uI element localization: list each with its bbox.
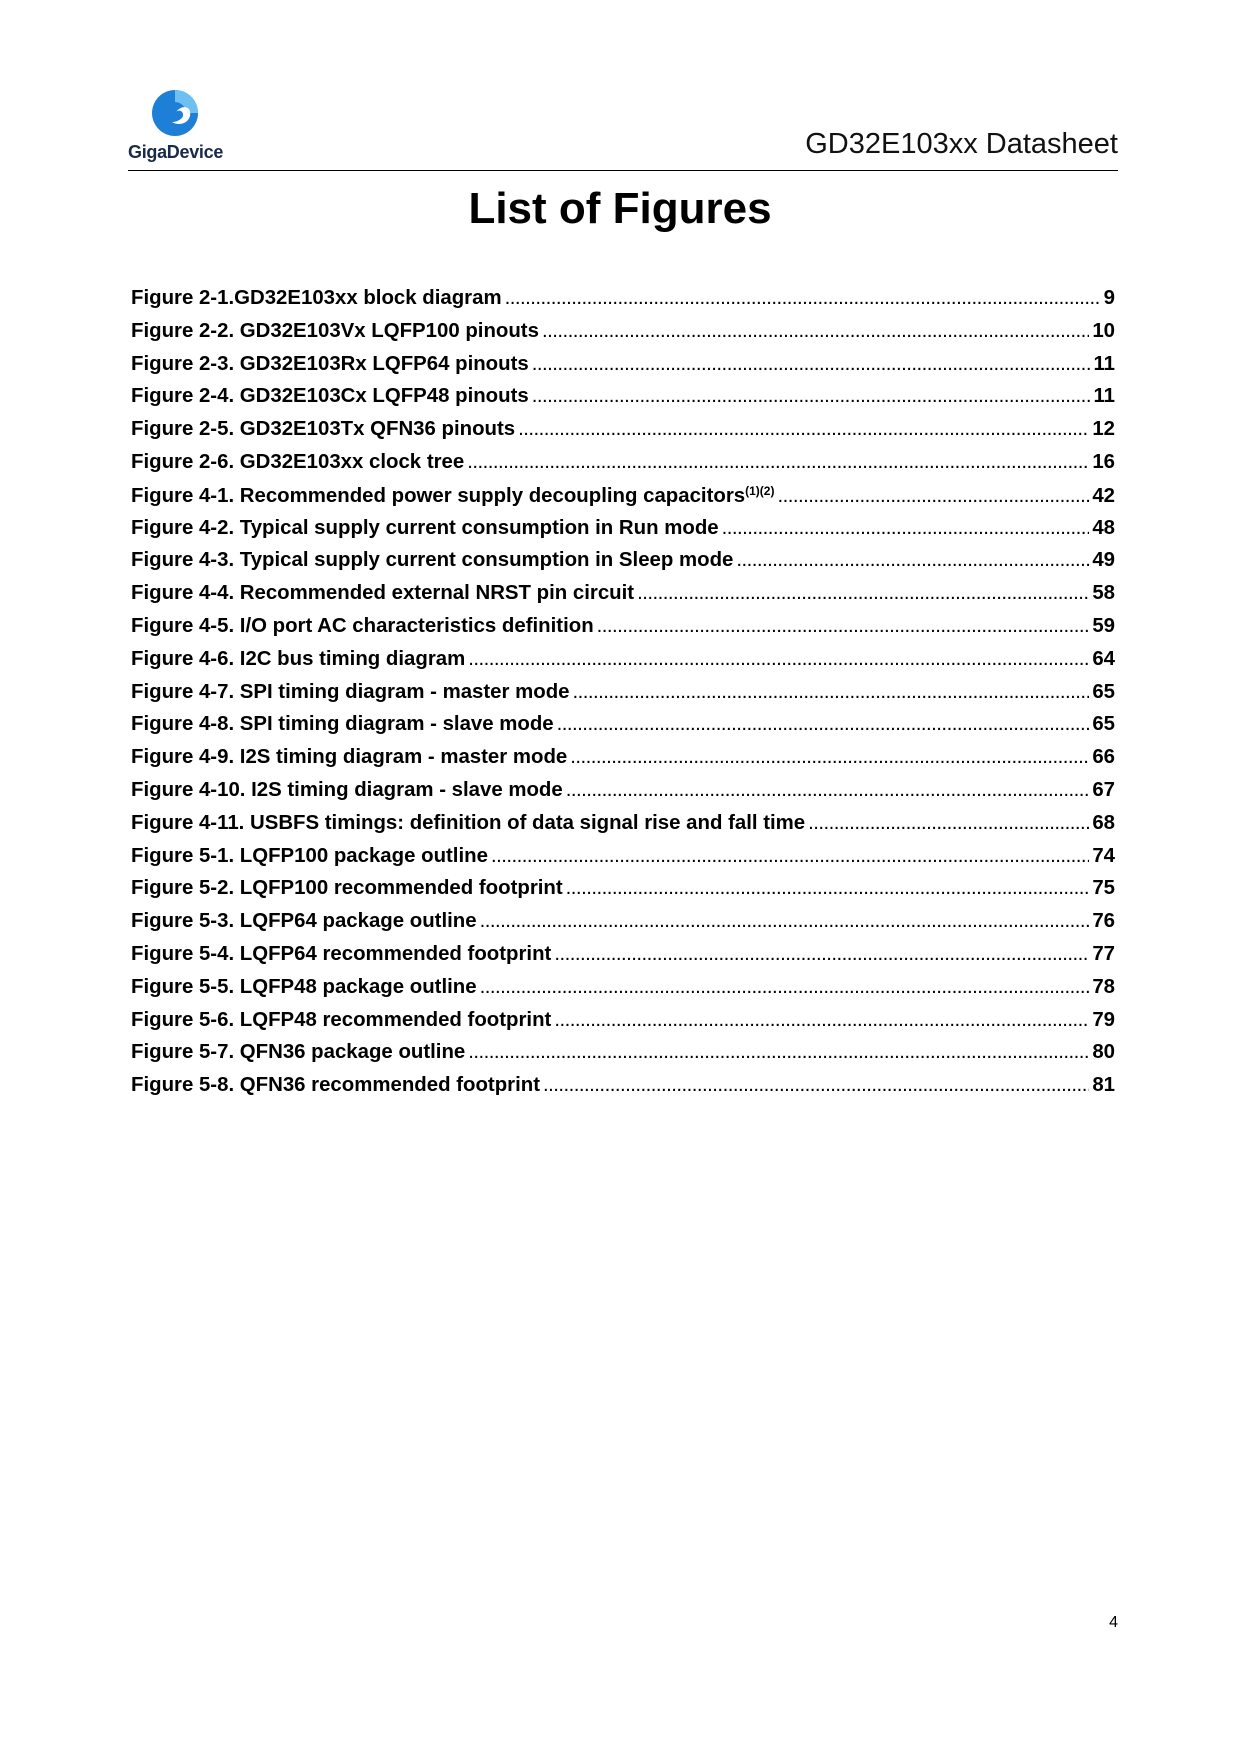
dot-leader	[467, 451, 1089, 474]
figure-entry-label[interactable]	[131, 418, 515, 441]
figure-page-number[interactable]: 67	[1092, 778, 1115, 801]
logo-wordmark: GigaDevice	[128, 142, 224, 162]
figure-list	[131, 287, 1115, 1107]
figure-title: Figure 4-6. I2C bus timing diagram	[131, 647, 466, 670]
document-title: GD32E103xx Datasheet	[805, 128, 1118, 160]
figure-page-number[interactable]: 42	[1092, 484, 1115, 507]
figure-page-number[interactable]: 68	[1092, 811, 1115, 834]
figure-entry[interactable]	[131, 877, 1115, 910]
dot-leader	[542, 320, 1089, 343]
figure-entry-label[interactable]	[131, 648, 465, 671]
dot-leader	[808, 812, 1089, 835]
figure-entry-label[interactable]	[131, 582, 634, 605]
figure-entry-label[interactable]	[131, 1041, 465, 1064]
dot-leader	[532, 353, 1091, 376]
dot-leader	[480, 910, 1090, 933]
figure-title: Figure 2-6. GD32E103xx clock tree	[131, 450, 465, 473]
figure-entry-label[interactable]	[131, 320, 539, 343]
figure-entry[interactable]	[131, 582, 1115, 615]
figure-title: Figure 5-6. LQFP48 recommended footprint	[131, 1008, 552, 1031]
figure-entry[interactable]	[131, 517, 1115, 550]
figure-page-number[interactable]: 76	[1092, 910, 1115, 933]
figure-entry[interactable]	[131, 549, 1115, 582]
figure-entry[interactable]	[131, 681, 1115, 714]
figure-title: Figure 4-5. I/O port AC characteristics definition	[131, 614, 594, 637]
figure-page-number[interactable]: 49	[1092, 549, 1115, 572]
dot-leader	[557, 713, 1090, 736]
dot-leader	[597, 615, 1090, 638]
figure-page-number[interactable]: 11	[1093, 385, 1115, 408]
figure-entry-label[interactable]	[131, 976, 477, 999]
figure-entry[interactable]	[131, 713, 1115, 746]
figure-entry[interactable]	[131, 943, 1115, 976]
figure-entry-label[interactable]	[131, 353, 529, 376]
figure-entry[interactable]	[131, 648, 1115, 681]
figure-entry[interactable]	[131, 385, 1115, 418]
gigadevice-logo-icon	[150, 88, 200, 138]
figure-entry-label[interactable]	[131, 451, 464, 474]
dot-leader	[480, 976, 1090, 999]
figure-entry-label[interactable]	[131, 779, 563, 802]
figure-page-number[interactable]: 65	[1092, 713, 1115, 736]
figure-title: Figure 4-7. SPI timing diagram - master mode	[131, 680, 570, 703]
dot-leader	[566, 877, 1090, 900]
figure-page-number[interactable]: 16	[1092, 450, 1115, 473]
figure-page-number[interactable]: 66	[1092, 746, 1115, 769]
figure-title: Figure 5-8. QFN36 recommended footprint	[131, 1074, 540, 1097]
figure-title: Figure 5-5. LQFP48 package outline	[131, 975, 477, 998]
dot-leader	[491, 845, 1089, 868]
figure-title: Figure 5-1. LQFP100 package outline	[131, 844, 488, 867]
figure-page-number[interactable]: 9	[1103, 287, 1115, 309]
figure-title: Figure 4-2. Typical supply current consumption in Run mode	[131, 516, 719, 539]
dot-leader	[722, 517, 1090, 540]
figure-page-number[interactable]: 59	[1092, 614, 1115, 637]
figure-entry[interactable]	[131, 1009, 1115, 1042]
figure-title: Figure 5-4. LQFP64 recommended footprint	[131, 942, 552, 965]
figure-title: Figure 5-3. LQFP64 package outline	[131, 910, 477, 933]
figure-title: Figure 4-1. Recommended power supply decoupling capacitors	[131, 484, 746, 507]
figure-entry[interactable]	[131, 746, 1115, 779]
dot-leader	[637, 582, 1089, 605]
figure-entry-label[interactable]	[131, 484, 774, 508]
figure-entry[interactable]	[131, 353, 1115, 386]
dot-leader	[554, 1009, 1089, 1032]
figure-entry[interactable]	[131, 779, 1115, 812]
figure-entry-label[interactable]	[131, 943, 551, 966]
figure-page-number[interactable]: 48	[1092, 516, 1115, 539]
figure-entry[interactable]	[131, 812, 1115, 845]
figure-entry[interactable]	[131, 1074, 1115, 1107]
header-divider	[128, 170, 1118, 171]
figure-page-number[interactable]: 74	[1092, 844, 1115, 867]
figure-title: Figure 4-8. SPI timing diagram - slave mode	[131, 713, 554, 736]
figure-entry[interactable]	[131, 451, 1115, 484]
figure-entry[interactable]	[131, 615, 1115, 648]
figure-entry[interactable]	[131, 910, 1115, 943]
figure-entry[interactable]	[131, 287, 1115, 320]
figure-page-number[interactable]: 12	[1092, 418, 1115, 441]
figure-page-number[interactable]: 77	[1092, 942, 1115, 965]
figure-entry[interactable]	[131, 976, 1115, 1009]
figure-page-number[interactable]: 58	[1092, 582, 1115, 605]
figure-entry-label[interactable]	[131, 1074, 540, 1097]
figure-page-number[interactable]: 81	[1092, 1074, 1115, 1097]
figure-entry-label[interactable]	[131, 549, 733, 572]
figure-entry-label[interactable]	[131, 910, 477, 933]
dot-leader	[532, 385, 1091, 408]
figure-entry-label[interactable]	[131, 615, 594, 638]
figure-entry[interactable]	[131, 1041, 1115, 1074]
dot-leader	[468, 648, 1089, 671]
dot-leader	[505, 287, 1101, 310]
figure-title: Figure 5-2. LQFP100 recommended footprint	[131, 877, 563, 900]
dot-leader	[566, 779, 1090, 802]
figure-title: Figure 4-9. I2S timing diagram - master mode	[131, 746, 568, 769]
figure-page-number[interactable]: 11	[1093, 352, 1115, 375]
figure-page-number[interactable]: 79	[1092, 1008, 1115, 1031]
figure-title: Figure 5-7. QFN36 package outline	[131, 1041, 466, 1064]
figure-entry-label[interactable]	[131, 877, 563, 900]
figure-entry-label[interactable]	[131, 713, 554, 736]
figure-title: Figure 4-11. USBFS timings: definition of data signal rise and fall time	[131, 811, 806, 834]
figure-page-number[interactable]: 64	[1092, 647, 1115, 670]
figure-page-number[interactable]: 80	[1092, 1041, 1115, 1064]
dot-leader	[468, 1041, 1089, 1064]
page-number: 4	[1109, 1614, 1118, 1631]
figure-title: Figure 2-5. GD32E103Tx QFN36 pinouts	[131, 418, 516, 441]
figure-page-number[interactable]: 75	[1092, 877, 1115, 900]
figure-entry-label[interactable]	[131, 517, 719, 540]
figure-page-number[interactable]: 65	[1092, 680, 1115, 703]
dot-leader	[570, 746, 1089, 769]
page-title: List of Figures	[468, 184, 772, 233]
dot-leader	[543, 1074, 1089, 1097]
figure-title: Figure 4-10. I2S timing diagram - slave mode	[131, 778, 563, 801]
figure-title: Figure 2-2. GD32E103Vx LQFP100 pinouts	[131, 319, 539, 342]
figure-title: Figure 4-3. Typical supply current consumption in Sleep mode	[131, 549, 734, 572]
company-logo	[128, 88, 228, 166]
figure-page-number[interactable]: 78	[1092, 975, 1115, 998]
figure-entry-label[interactable]	[131, 287, 502, 310]
figure-entry-label[interactable]	[131, 385, 529, 408]
figure-entry-label[interactable]	[131, 845, 488, 868]
figure-entry[interactable]	[131, 845, 1115, 878]
dot-leader	[518, 418, 1089, 441]
figure-page-number[interactable]: 10	[1092, 319, 1115, 342]
dot-leader	[573, 681, 1090, 704]
figure-entry[interactable]	[131, 320, 1115, 353]
figure-entry[interactable]	[131, 418, 1115, 451]
figure-title: Figure 2-4. GD32E103Cx LQFP48 pinouts	[131, 385, 529, 408]
dot-leader	[736, 549, 1089, 572]
figure-entry[interactable]	[131, 484, 1115, 517]
figure-entry-label[interactable]	[131, 746, 567, 769]
figure-title: Figure 2-1.GD32E103xx block diagram	[131, 287, 502, 309]
footnote-marker: (1)(2)	[745, 483, 775, 498]
figure-title: Figure 2-3. GD32E103Rx LQFP64 pinouts	[131, 352, 529, 375]
figure-title: Figure 4-4. Recommended external NRST pin circuit	[131, 582, 635, 605]
dot-leader	[554, 943, 1089, 966]
figure-entry-label[interactable]	[131, 681, 570, 704]
figure-entry-label[interactable]	[131, 812, 805, 835]
dot-leader	[777, 485, 1089, 508]
figure-entry-label[interactable]	[131, 1009, 551, 1032]
